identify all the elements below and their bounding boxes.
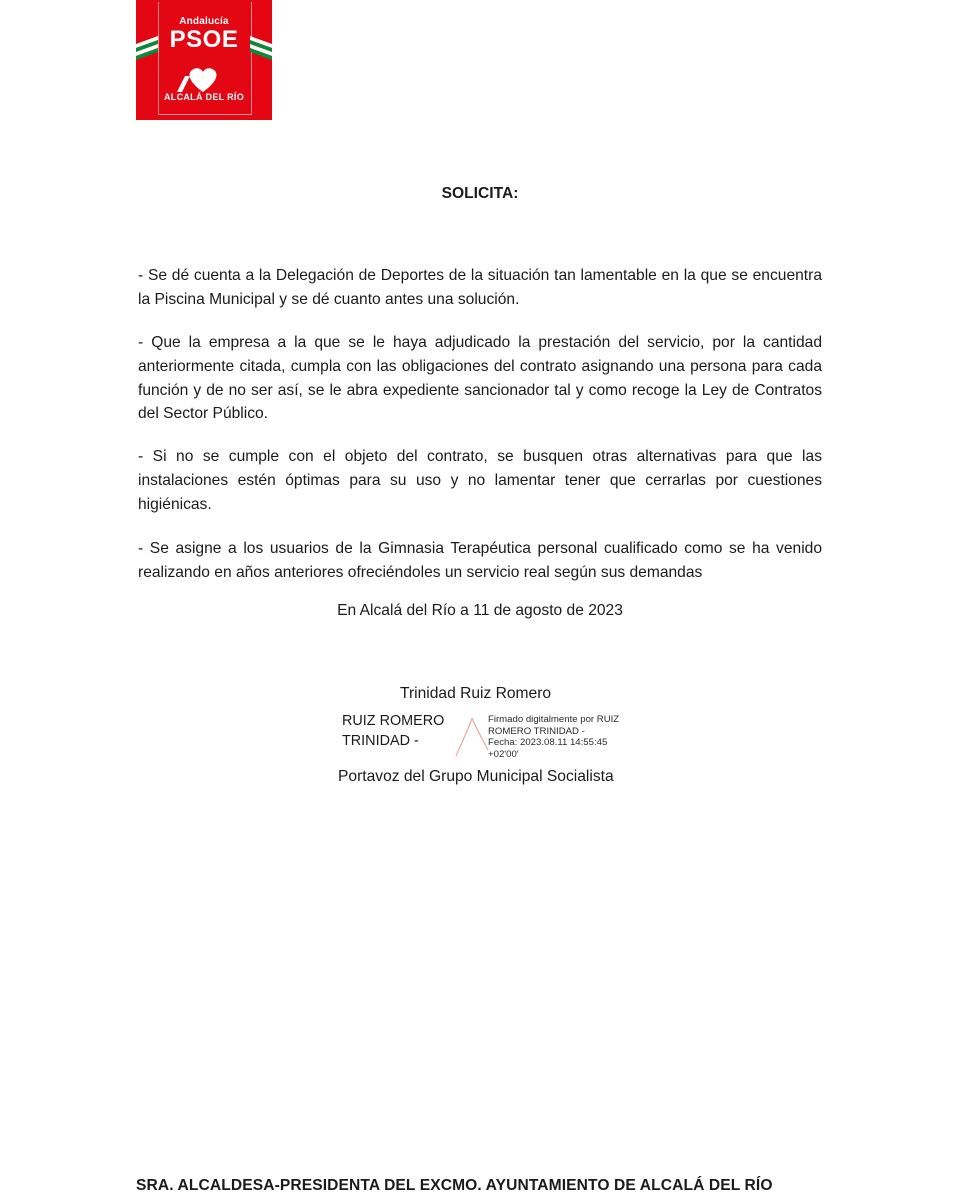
request-paragraph-1: - Se dé cuenta a la Delegación de Deportes de la situación tan lamentable en la que se encuentra la Piscina Municipal y se dé cuanto antes una solución. (138, 267, 822, 308)
section-heading: SOLICITA: (441, 185, 519, 202)
logo-party: PSOE (169, 26, 239, 53)
signer-role: Portavoz del Grupo Municipal Socialista (338, 768, 614, 785)
signature-timezone: +02'00' (488, 748, 519, 760)
signed-by-line-1: Firmado digitalmente por RUIZ (488, 714, 620, 725)
digital-signature-details (488, 714, 638, 760)
signature-stroke-icon (452, 716, 492, 766)
digital-signature-name (342, 711, 444, 751)
request-paragraph-4: - Se asigne a los usuarios de la Gimnasia Terapéutica personal cualificado como se ha venido realizando en años anteriores ofreciéndoles un servicio real según sus demandas (138, 540, 822, 581)
slash-mark (177, 76, 190, 92)
request-paragraph-2: - Que la empresa a la que se le haya adjudicado la prestación del servicio, por la cantidad anteriormente citada, cumpla con las obligaciones del contrato asignando una persona para cada función y de no ser así, se le abra expediente sancionador tal y como recoge la Ley de Contratos del Sector Público. (138, 334, 822, 423)
party-logo (136, 0, 272, 120)
logo-region: Andalucía (179, 16, 229, 27)
signed-by-line-2: ROMERO TRINIDAD - (488, 725, 585, 737)
signer-name: Trinidad Ruiz Romero (400, 685, 552, 702)
request-paragraph-3: - Si no se cumple con el objeto del contrato, se busquen otras alternativas para que las instalaciones estén óptimas para su uso y no lamentar tener que cerrarlas por cuestiones higiénicas. (138, 448, 822, 513)
addressee: SRA. ALCALDESA-PRESIDENTA DEL EXCMO. AYUNTAMIENTO DE ALCALÁ DEL RÍO (136, 1177, 773, 1194)
signature-date: Fecha: 2023.08.11 14:55:45 (488, 737, 608, 749)
digital-signature-name-line-2: TRINIDAD - (342, 733, 419, 749)
digital-signature-name-line-1: RUIZ ROMERO (342, 713, 445, 729)
dateline: En Alcalá del Río a 11 de agosto de 2023 (337, 602, 623, 619)
logo-town: ALCALÁ DEL RÍO (163, 92, 245, 102)
heart-icon (190, 68, 217, 92)
